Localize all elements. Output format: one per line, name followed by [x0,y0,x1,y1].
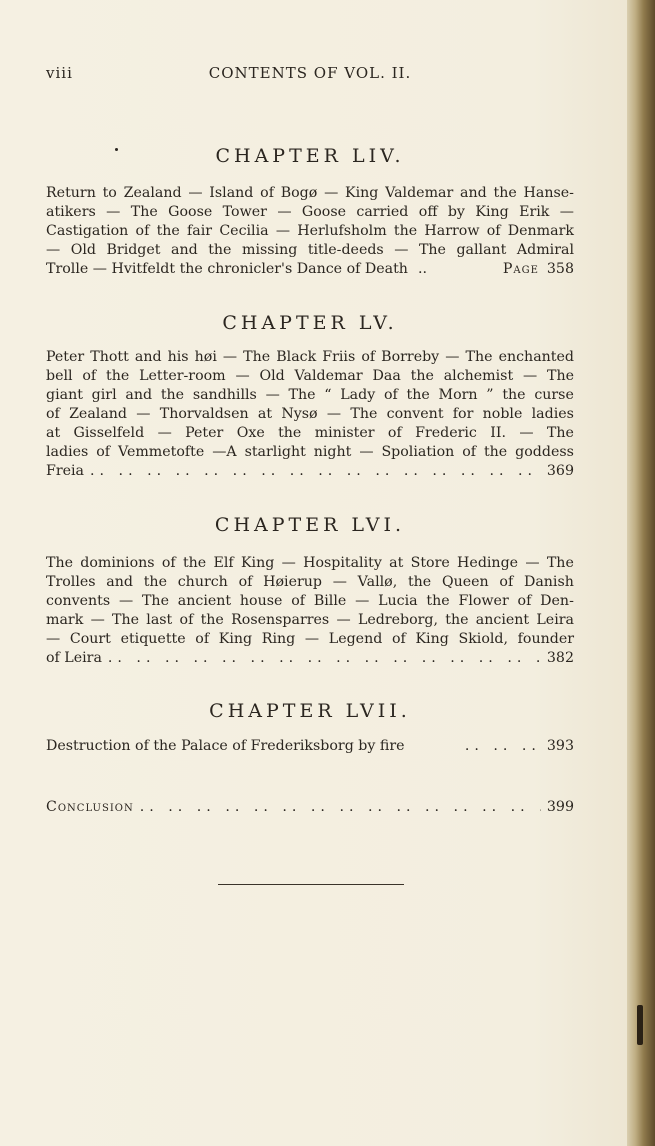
running-title: CONTENTS OF VOL. II. [208,64,412,82]
leader-dots: .. [417,261,427,277]
book-spine-edge [627,0,655,1146]
chapter-title: CHAPTER LV. [222,312,398,334]
summary-line: Destruction of the Palace of Frederiksborg by fire [46,738,405,754]
chapter-summary [46,554,574,668]
summary-line: ladies of Vemmetofte —A starlight night — Spoliation of the goddess [46,444,574,460]
conclusion-entry [46,798,574,817]
summary-line: Freia [46,463,85,479]
summary-line: — Court etiquette of King Ring — Legend of King Skiold, founder [46,631,574,647]
summary-line: convents — The ancient house of Bille — Lucia the Flower of Den- [46,593,574,609]
toc-entry[interactable] [46,462,574,481]
chapter-summary [46,737,574,756]
summary-line: at Gisselfeld — Peter Oxe the minister of Frederic II. — The [46,425,574,441]
spine-mark [637,1005,643,1045]
page-reference: 382 [546,650,574,666]
leader-dots: .. .. .. [464,738,541,754]
summary-line: Return to Zealand — Island of Bogø — King Valdemar and the Hanse- [46,185,574,201]
page-header [46,64,574,88]
summary-line: of Zealand — Thorvaldsen at Nysø — The convent for noble ladies [46,406,574,422]
page-reference: 393 [546,738,574,754]
leader-dots [140,798,541,817]
chapter-title: CHAPTER LIV. [215,145,405,167]
summary-line: giant girl and the sandhills — The “ Lady of the Morn ” the curse [46,387,574,403]
toc-entry[interactable] [46,798,574,817]
page-reference: 358 [546,261,574,277]
summary-line: — Old Bridget and the missing title-deeds — The gallant Admiral [46,242,574,258]
toc-entry[interactable] [46,649,574,668]
closing-rule [218,884,404,885]
leader-dots [90,462,541,481]
summary-line: of Leira [46,650,102,666]
chapter-summary [46,184,574,279]
summary-line: atikers — The Goose Tower — Goose carried off by King Erik — [46,204,574,220]
summary-line: bell of the Letter-room — Old Valdemar Daa the alchemist — The [46,368,574,384]
summary-line: mark — The last of the Rosensparres — Ledreborg, the ancient Leira [46,612,574,628]
summary-line: Peter Thott and his høi — The Black Friis of Borreby — The enchanted [46,349,574,365]
summary-line: Castigation of the fair Cecilia — Herlufsholm the Harrow of Denmark [46,223,574,239]
chapter-title: CHAPTER LVII. [209,700,411,722]
toc-entry[interactable] [46,737,574,756]
summary-line: The dominions of the Elf King — Hospitality at Store Hedinge — The [46,555,574,571]
page-reference: 369 [546,463,574,479]
page-label: Page [502,261,539,277]
summary-line: Trolle — Hvitfeldt the chronicler's Dance of Death [46,261,408,277]
summary-line: Trolles and the church of Høierup — Vallø, the Queen of Danish [46,574,574,590]
page-reference: 399 [546,799,574,815]
page-number: viii [46,64,73,82]
chapter-title: CHAPTER LVI. [214,514,406,536]
leader-dots [108,649,541,668]
chapter-summary [46,348,574,481]
conclusion-label: Conclusion [46,799,134,815]
toc-entry[interactable] [46,260,574,279]
